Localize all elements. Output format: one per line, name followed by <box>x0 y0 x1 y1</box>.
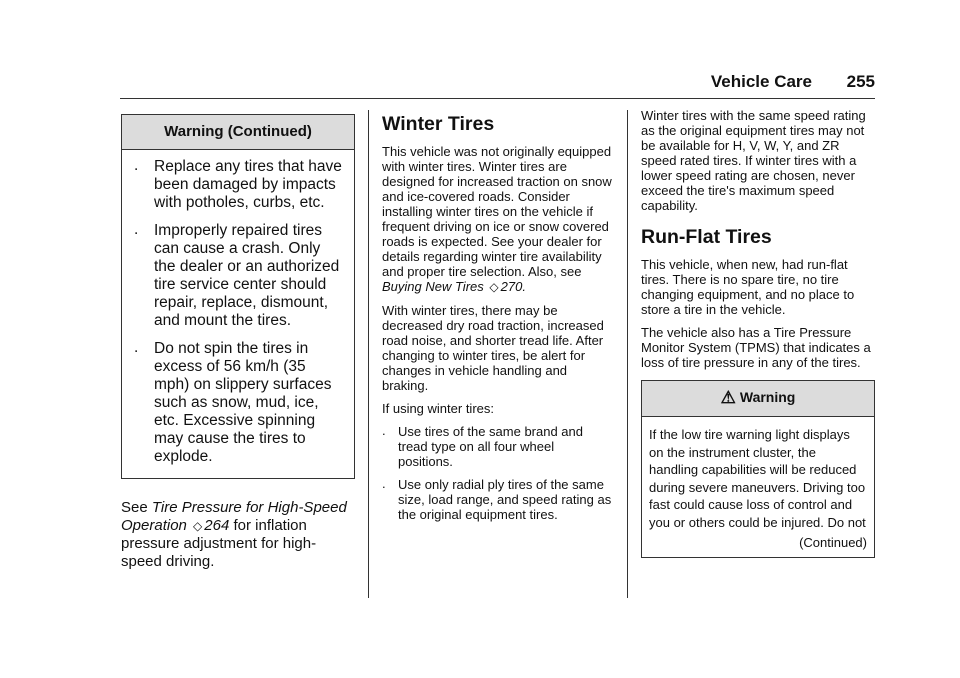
column-divider <box>368 110 369 598</box>
continued-label: (Continued) <box>799 535 867 550</box>
list-item-text: Use tires of the same brand and tread type on all four wheel positions. <box>398 424 583 469</box>
bullet-icon: . <box>134 221 139 238</box>
warning-list <box>122 150 354 478</box>
warning-text: If the low tire warning light displays on the instrument cluster, the handling capabilities will be reduced during severe maneuvers. Driving too fast could cause loss of control and you or others could be injured. Do not <box>649 427 866 530</box>
run-flat-paragraph: This vehicle, when new, had run-flat tires. There is no spare tire, no tire changing equipment, and no place to store a tire in the vehicle. <box>641 257 855 317</box>
winter-tires-heading: Winter Tires <box>382 113 495 135</box>
column-divider <box>627 110 628 598</box>
warning-bullet-text: Replace any tires that have been damaged by impacts with potholes, curbs, etc. <box>154 158 342 211</box>
winter-usage-intro: If using winter tires: <box>382 401 494 416</box>
list-item-text: Use only radial ply tires of the same size, load range, and speed rating as the original equipment tires. <box>398 477 612 522</box>
warning-continued-box <box>121 114 355 479</box>
winter-intro-paragraph <box>382 144 612 295</box>
warning-box <box>641 380 875 558</box>
bullet-icon: . <box>382 476 386 491</box>
section-title: Vehicle Care <box>710 72 812 91</box>
page-number: 255 <box>846 72 875 91</box>
buying-new-tires-link[interactable]: Buying New Tires <box>382 279 484 294</box>
page-ref-number[interactable]: 270. <box>500 279 526 294</box>
see-reference-paragraph <box>121 499 355 571</box>
see-suffix: for inflation pressure adjustment for high-speed driving. <box>121 517 317 570</box>
tpms-paragraph: The vehicle also has a Tire Pressure Monitor System (TPMS) that indicates a loss of tire pressure in any of the tires. <box>641 325 871 370</box>
speed-rating-paragraph: Winter tires with the same speed rating as the original equipment tires may not be available for H, V, W, Y, and ZR speed rated tires. If winter tires with a lower speed rating are chosen, never exceed the tire's maximum speed capability. <box>641 108 866 213</box>
list-item <box>382 477 612 522</box>
warning-bullet-text: Do not spin the tires in excess of 56 km/h (35 mph) on slippery surfaces such as snow, mud, ice, etc. Excessive spinning may cause the tires to explode. <box>154 340 332 465</box>
winter-intro-text: This vehicle was not originally equipped with winter tires. Winter tires are designed for increased traction on snow and ice-covered roads. Consider installing winter tires on the vehicle if frequent driving on ice or snow covered roads is expected. See your dealer for details regarding winter tire availability and proper tire selection. Also, see <box>382 144 612 279</box>
header-rule <box>120 98 875 99</box>
warning-icon: ⚠ <box>720 388 736 407</box>
warning-bullet <box>130 222 342 330</box>
page-ref-icon: ◇ <box>193 519 203 533</box>
column-2 <box>382 108 612 530</box>
page-ref-icon: ◇ <box>489 280 499 294</box>
bullet-icon: . <box>134 157 139 174</box>
see-prefix: See <box>121 499 152 516</box>
winter-usage-list <box>382 424 612 522</box>
tire-pressure-link[interactable]: Tire Pressure for High-Speed Operation <box>121 499 347 534</box>
bullet-icon: . <box>382 423 386 438</box>
warning-bullet <box>130 158 342 212</box>
column-1 <box>121 114 355 571</box>
warning-bullet <box>130 340 342 466</box>
warning-title: Warning (Continued) <box>122 115 354 150</box>
run-flat-heading: Run-Flat Tires <box>641 226 772 248</box>
column-3 <box>641 108 875 558</box>
warning-title: Warning <box>739 389 796 405</box>
warning-bullet-text: Improperly repaired tires can cause a crash. Only the dealer or an authorized tire service center should repair, replace, dismount, and mount the tires. <box>154 222 340 329</box>
winter-effects-paragraph: With winter tires, there may be decreased dry road traction, increased road noise, and shorter tread life. After changing to winter tires, be alert for changes in vehicle handling and braking. <box>382 303 604 393</box>
bullet-icon: . <box>134 339 139 356</box>
warning-header <box>642 381 874 417</box>
list-item <box>382 424 612 469</box>
page-ref-number[interactable]: 264 <box>204 517 230 534</box>
warning-body <box>642 417 874 557</box>
